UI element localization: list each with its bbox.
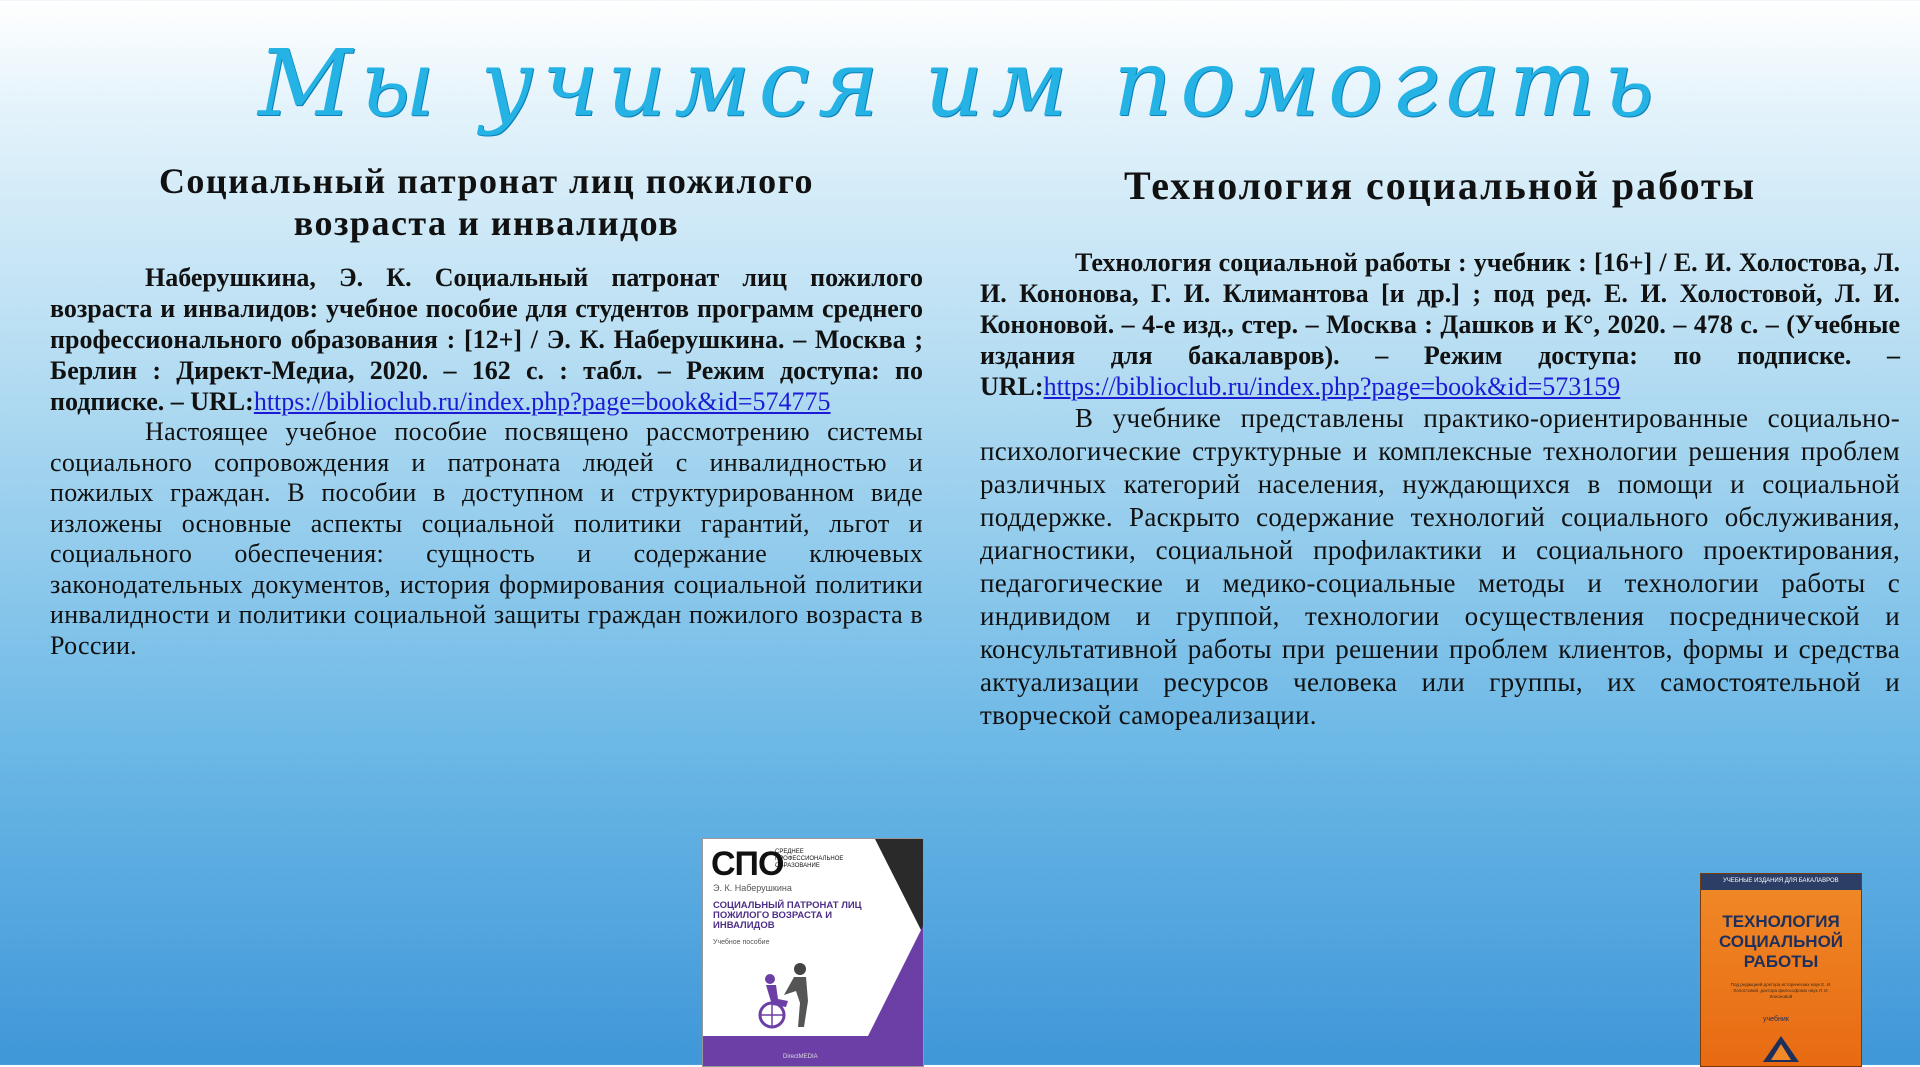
publisher-logo-icon — [1761, 1034, 1801, 1064]
page-title: Мы учимся им помогать — [258, 30, 1662, 137]
right-column — [980, 165, 1900, 732]
right-description: В учебнике представлены практико-ориентированные социально-психологические структурные и комплексные технологии решения проблем различных категорий населения, нуждающихся в помощи и социальной поддержке. Раскрыто содержание технологий социального обслуживания, диагностики, социальной профилактики и социального проектирования, педагогические и медико-социальные методы и технологии работы с индивидом и группой, технологии осуществления посреднической и консультативной работы при решении проблем клиентов, формы и средства актуализации ресурсов человека или группы, их самостоятельной и творческой самореализации. — [980, 403, 1900, 730]
cover2-type: учебник — [1763, 1016, 1789, 1023]
cover2-title-line3: РАБОТЫ — [1743, 952, 1819, 971]
book-cover-social-patronage[interactable] — [702, 838, 924, 1067]
left-heading-line1: Социальный патронат лиц пожилого — [158, 161, 815, 201]
right-heading: Технология социальной работы — [1124, 163, 1756, 208]
left-heading-line2: возраста и инвалидов — [293, 203, 680, 243]
cover-purple-decoration — [868, 926, 923, 1036]
cover-spo-subtitle: СРЕДНЕЕ ПРОФЕССИОНАЛЬНОЕ ОБРАЗОВАНИЕ — [775, 849, 844, 869]
cover-bottom-bar — [703, 1036, 923, 1066]
cover2-title-line1: ТЕХНОЛОГИЯ — [1722, 912, 1840, 931]
cover2-authors: Под редакцией доктора исторических наук Е. И. Холостовой, доктора философских наук Л. И. Кононовой — [1730, 982, 1832, 999]
right-bib-text: Технология социальной работы : учебник : [16+] / Е. И. Холостова, Л. И. Кононова, Г. И. Климантова [и др.] ; под ред. Е. И. Холостовой, Л. И. Кононовой. – 4-е изд., стер. – Москва : Дашков и К°, 2020. – 478 с. – (Учебные издания для бакалавров). – Режим доступа: по подписке. – URL: — [980, 248, 1900, 401]
book-cover-social-work-technology[interactable] — [1700, 873, 1862, 1067]
left-heading — [50, 160, 923, 244]
left-url-link[interactable]: https://biblioclub.ru/index.php?page=book&id=574775 — [253, 387, 831, 416]
cover2-series: УЧЕБНЫЕ ИЗДАНИЯ ДЛЯ БАКАЛАВРОВ — [1723, 878, 1839, 884]
left-bibliography — [50, 262, 923, 417]
cover-title: СОЦИАЛЬНЫЙ ПАТРОНАТ ЛИЦ ПОЖИЛОГО ВОЗРАСТА И ИНВАЛИДОВ — [713, 900, 862, 931]
right-bibliography — [980, 247, 1900, 402]
cover-publisher: DirectMEDIA — [783, 1054, 818, 1060]
left-description: Настоящее учебное пособие посвящено рассмотрению системы социального сопровождения и патроната людей с инвалидностью и пожилых граждан. В пособии в доступном и структурированном виде изложены основные аспекты социальной политики гарантий, льгот и социального обеспечения: сущность и содержание ключевых законодательных документов, история формирования социальной политики инвалидности и политики социальной защиты граждан пожилого возраста в России. — [50, 417, 923, 660]
cover2-title — [1701, 912, 1861, 972]
cover-author: Э. К. Наберушкина — [713, 883, 792, 893]
left-bib-text: Наберушкина, Э. К. Социальный патронат лиц пожилого возраста и инвалидов: учебное пособие для студентов программ среднего профессионального образования : [12+] / Э. К. Наберушкина. – Москва ; Берлин : Директ-Медиа, 2020. – 162 с. : табл. – Режим доступа: по подписке. – URL: — [50, 263, 923, 416]
cover2-title-line2: СОЦИАЛЬНОЙ — [1718, 932, 1844, 951]
wheelchair-helper-icon — [748, 961, 828, 1031]
right-url-link[interactable]: https://biblioclub.ru/index.php?page=book&id=573159 — [1043, 372, 1621, 401]
left-column — [50, 160, 923, 661]
cover-spo-logo: СПО — [711, 845, 784, 883]
cover-type: Учебное пособие — [713, 939, 770, 946]
